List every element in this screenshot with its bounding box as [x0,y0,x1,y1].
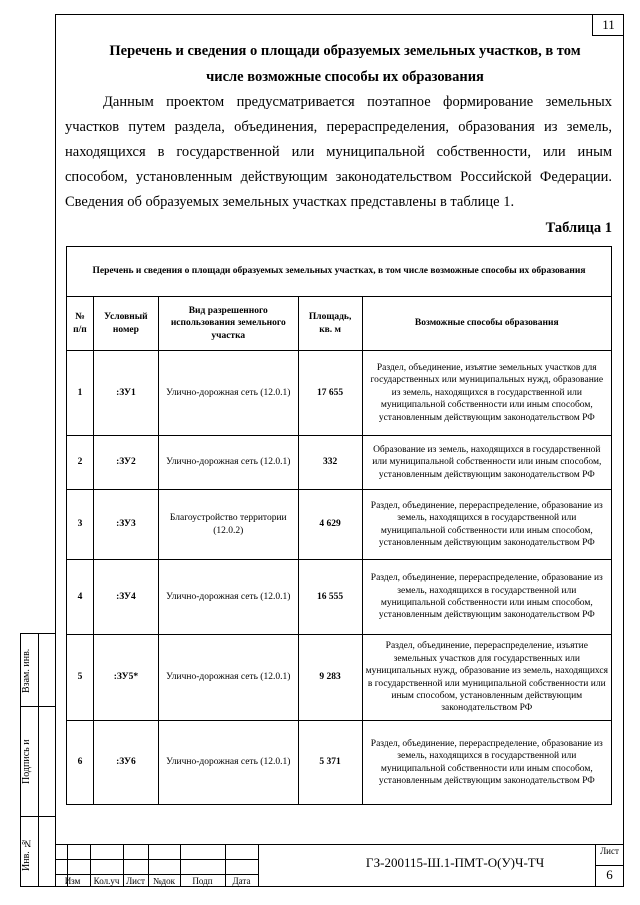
row-method: Раздел, объединение, перераспределение, образование из земель, находящихся в государственной или муниципальной собственности или иным способом, установленным действующим законодательством РФ [362,721,611,805]
table-row [67,490,612,560]
table-caption: Перечень и сведения о площади образуемых земельных участках, в том числе возможные способы их образования [67,247,612,297]
row-use: Улично-дорожная сеть (12.0.1) [158,560,298,635]
header-area: Площадь, кв. м [298,297,362,351]
intro-paragraph-text: Данным проектом предусматривается поэтапное формирование земельных участков путем раздела, объединения, перераспределения, образования из земель, находящихся в государственной или муниципальной собственности, или иным способом, установленным действующим законодательством Российской Федерации. Сведения об образуемых земельных участках представлены в таблице 1. [65,94,612,210]
row-num: 1 [67,351,94,436]
stamp-col-list: Лист [126,876,145,886]
row-method: Образование из земель, находящихся в государственной или муниципальной собственности или иным способом, установленным действующим законодательством РФ [362,436,611,490]
table-row [67,635,612,721]
stamp-col-data: Дата [232,876,251,886]
row-method: Раздел, объединение, перераспределение, образование из земель, находящихся в государственной или муниципальной собственности или иным способом, установленным действующим законодательством РФ [362,490,611,560]
row-area: 16 555 [298,560,362,635]
header-use: Вид разрешенного использования земельного участка [158,297,298,351]
row-area: 5 371 [298,721,362,805]
row-code: :ЗУ1 [93,351,158,436]
row-num: 2 [67,436,94,490]
table-row [67,721,612,805]
table-row [67,560,612,635]
row-use: Благоустройство территории (12.0.2) [158,490,298,560]
stamp-col-izm: Изм [64,876,81,886]
table-row [67,436,612,490]
row-num: 3 [67,490,94,560]
stamp-col-podp: Подп [192,876,213,886]
row-area: 9 283 [298,635,362,721]
sheet-number: 6 [606,867,613,882]
header-code: Условный номер [93,297,158,351]
row-use: Улично-дорожная сеть (12.0.1) [158,721,298,805]
row-code: :ЗУ2 [93,436,158,490]
row-method: Раздел, объединение, перераспределение, изъятие земельных участков для государственных или муниципальных нужд, образование из земель, находящихся в государственной или муниципальной собственности или иным способом, установленным действующим законодательством РФ [362,635,611,721]
row-area: 332 [298,436,362,490]
side-stamp [20,633,55,887]
row-method: Раздел, объединение, перераспределение, образование из земель, находящихся в государственной или муниципальной собственности или иным способом, установленным действующим законодательством РФ [362,560,611,635]
row-area: 4 629 [298,490,362,560]
label-podpis: Подпись и [21,739,32,785]
row-method: Раздел, объединение, изъятие земельных участков для государственных или муниципальных нужд, образование из земель, находящихся в государственной или муниципальной собственности или иным способом, установленным действующим законодательством РФ [362,351,611,436]
row-use: Улично-дорожная сеть (12.0.1) [158,635,298,721]
stamp-col-doc: №док [152,876,176,886]
row-code: :ЗУ5* [93,635,158,721]
label-vzam: Взам. инв. [21,648,32,694]
row-code: :ЗУ6 [93,721,158,805]
title-block [55,844,624,887]
section-title: Перечень и сведения о площади образуемых земельных участков, в том числе возможные способы их образования [109,43,581,85]
row-use: Улично-дорожная сеть (12.0.1) [158,436,298,490]
row-code: :ЗУ4 [93,560,158,635]
stamp-col-kol: Кол.уч [93,876,120,886]
header-method: Возможные способы образования [362,297,611,351]
label-inv: Инв. № [21,837,32,871]
row-num: 4 [67,560,94,635]
table-label: Таблица 1 [545,220,612,236]
row-area: 17 655 [298,351,362,436]
table-row [67,351,612,436]
row-use: Улично-дорожная сеть (12.0.1) [158,351,298,436]
row-code: :ЗУ3 [93,490,158,560]
intro-paragraph [65,90,612,215]
page-number-top: 11 [592,14,624,36]
plots-table [66,246,612,805]
row-num: 6 [67,721,94,805]
header-num: № п/п [67,297,94,351]
sheet-label: Лист [600,846,619,856]
document-code: ГЗ-200115-Ш.1-ПМТ-О(У)Ч-ТЧ [365,855,545,870]
row-num: 5 [67,635,94,721]
